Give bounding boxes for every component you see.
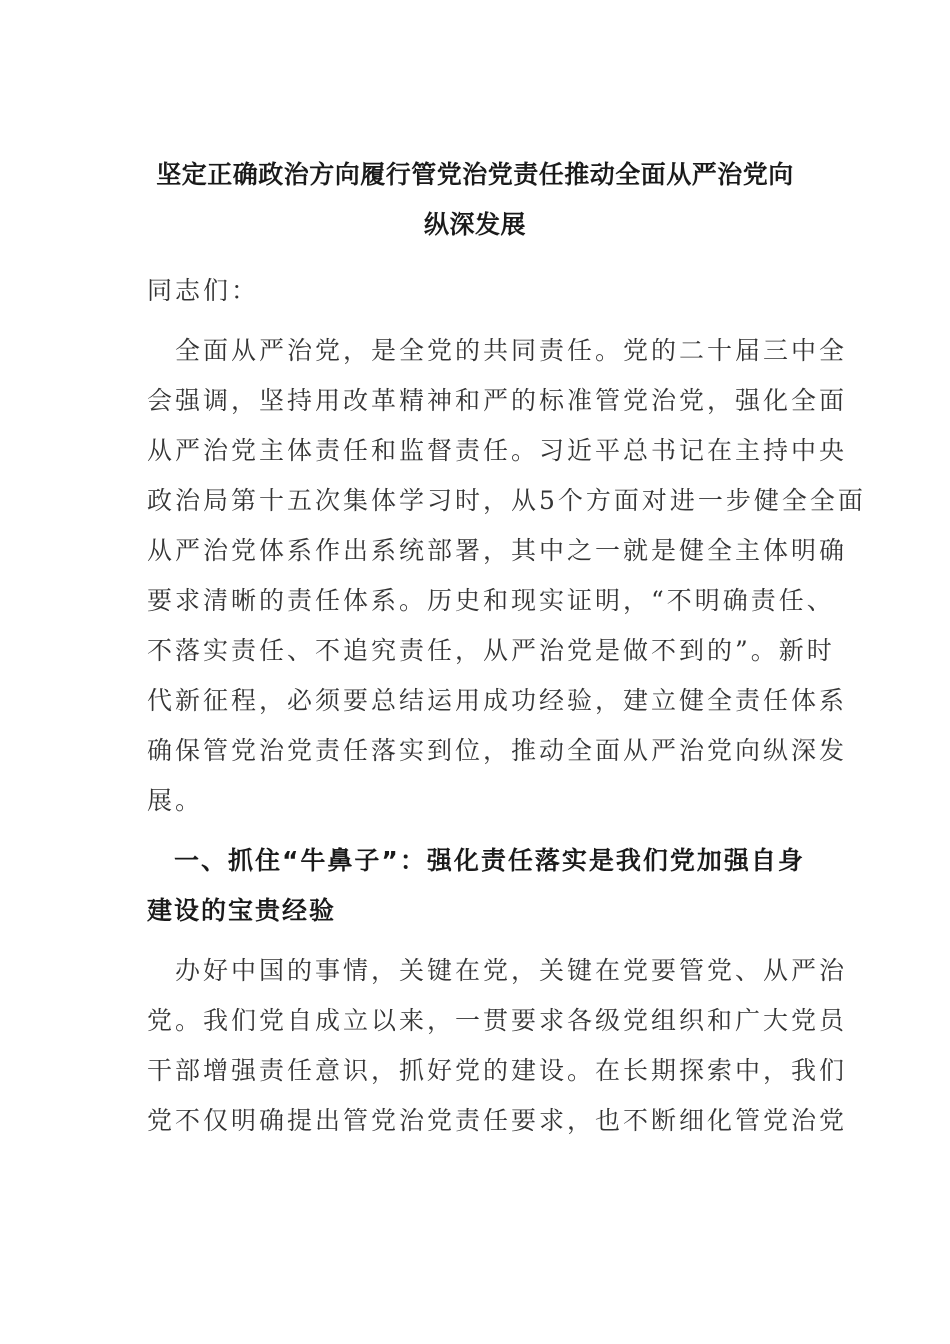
paragraph-line: 代新征程，必须要总结运用成功经验，建立健全责任体系 [147,686,848,715]
paragraph-line: 会强调，坚持用改革精神和严的标准管党治党，强化全面 [147,386,848,415]
paragraph-line: 干部增强责任意识，抓好党的建设。在长期探索中，我们 [147,1056,848,1085]
paragraph-line: 不落实责任、不追究责任，从严治党是做不到的”。新时 [147,636,835,665]
title-line: 纵深发展 [423,210,526,239]
paragraph-line: 政治局第十五次集体学习时，从5个方面对进一步健全全面 [147,486,866,515]
salutation: 同志们： [147,276,260,305]
paragraph-line: 党。我们党自成立以来，一贯要求各级党组织和广大党员 [147,1006,848,1035]
paragraph-line: 党不仅明确提出管党治党责任要求，也不断细化管党治党 [147,1106,848,1135]
heading-line: 一、抓住“牛鼻子”：强化责任落实是我们党加强自身 [147,846,805,875]
paragraph-line: 从严治党主体责任和监督责任。习近平总书记在主持中央 [147,436,848,465]
paragraph-line: 确保管党治党责任落实到位，推动全面从严治党向纵深发 [147,736,848,765]
heading-line: 建设的宝贵经验 [147,896,337,925]
paragraph-line: 从严治党体系作出系统部署，其中之一就是健全主体明确 [147,536,848,565]
paragraph-line: 要求清晰的责任体系。历史和现实证明，“不明确责任、 [147,586,835,615]
paragraph-line: 办好中国的事情，关键在党，关键在党要管党、从严治 [147,956,848,985]
paragraph-1 [147,326,866,826]
section-heading-1 [147,836,817,936]
paragraph-2 [147,946,848,1146]
paragraph-line: 全面从严治党，是全党的共同责任。党的二十届三中全 [147,336,848,365]
document-title [140,150,810,250]
paragraph-line: 展。 [147,786,204,815]
title-line: 坚定正确政治方向履行管党治党责任推动全面从严治党向 [156,160,794,189]
